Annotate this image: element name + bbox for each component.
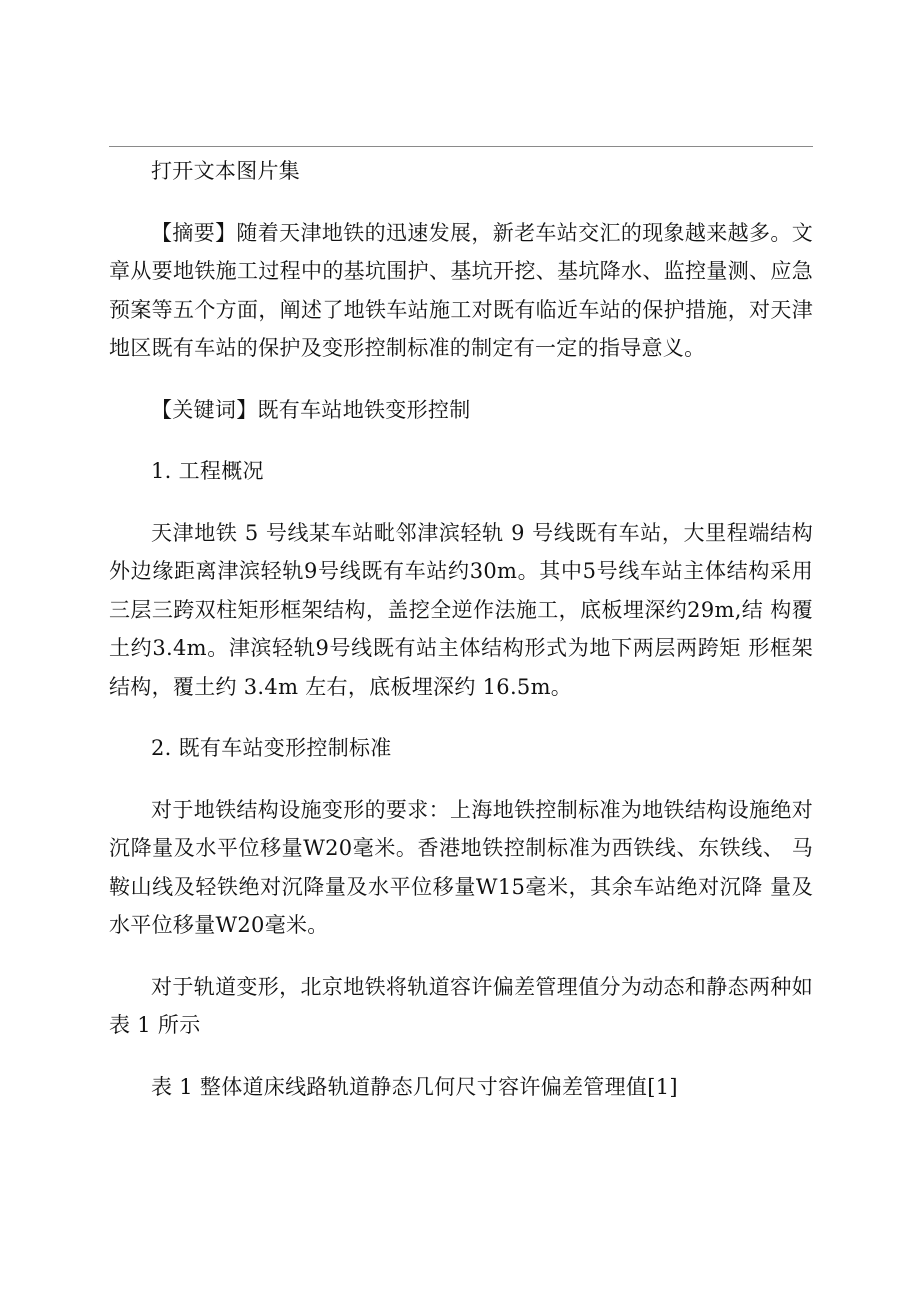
section-1-body: 天津地铁 5 号线某车站毗邻津滨轻轨 9 号线既有车站，大里程端结构 外边缘距离津滨轻轨9号线既有车站约30m。其中5号线车站主体结构采用三层三跨双柱矩形框架结构，盖挖全逆作法施工，底板埋深约29m,结 构覆土约3.4m。津滨轻轨9号线既有站主体结构形式为地下两层两跨矩 形框架结构，覆土约 3.4m 左右，底板埋深约 16.5m。 [109,520,813,699]
section-2-paragraph-2: 对于轨道变形，北京地铁将轨道容许偏差管理值分为动态和静态两种如表 1 所示 [109,974,813,1037]
header-divider [109,146,813,147]
section-2-paragraph-1: 对于地铁结构设施变形的要求：上海地铁控制标准为地铁结构设施绝对沉降量及水平位移量W20毫米。香港地铁控制标准为西铁线、东铁线、 马鞍山线及轻铁绝对沉降量及水平位移量W15毫米，其余车站绝对沉降 量及水平位移量W20毫米。 [109,797,813,937]
abstract-paragraph: 【摘要】随着天津地铁的迅速发展，新老车站交汇的现象越来越多。文章从要地铁施工过程中的基坑围护、基坑开挖、基坑降水、监控量测、应急预案等五个方面，阐述了地铁车站施工对既有临近车站的保护措施，对天津地区既有车站的保护及变形控制标准的制定有一定的指导意义。 [109,220,813,360]
section-1-heading: 1. 工程概况 [151,459,264,483]
table-caption: 表 1 整体道床线路轨道静态几何尺寸容许偏差管理值[1] [151,1074,678,1099]
keywords-paragraph: 【关键词】既有车站地铁变形控制 [151,397,471,422]
open-image-gallery-link[interactable]: 打开文本图片集 [151,159,301,183]
section-2-heading: 2. 既有车站变形控制标准 [151,736,392,760]
document-body [109,152,813,1106]
